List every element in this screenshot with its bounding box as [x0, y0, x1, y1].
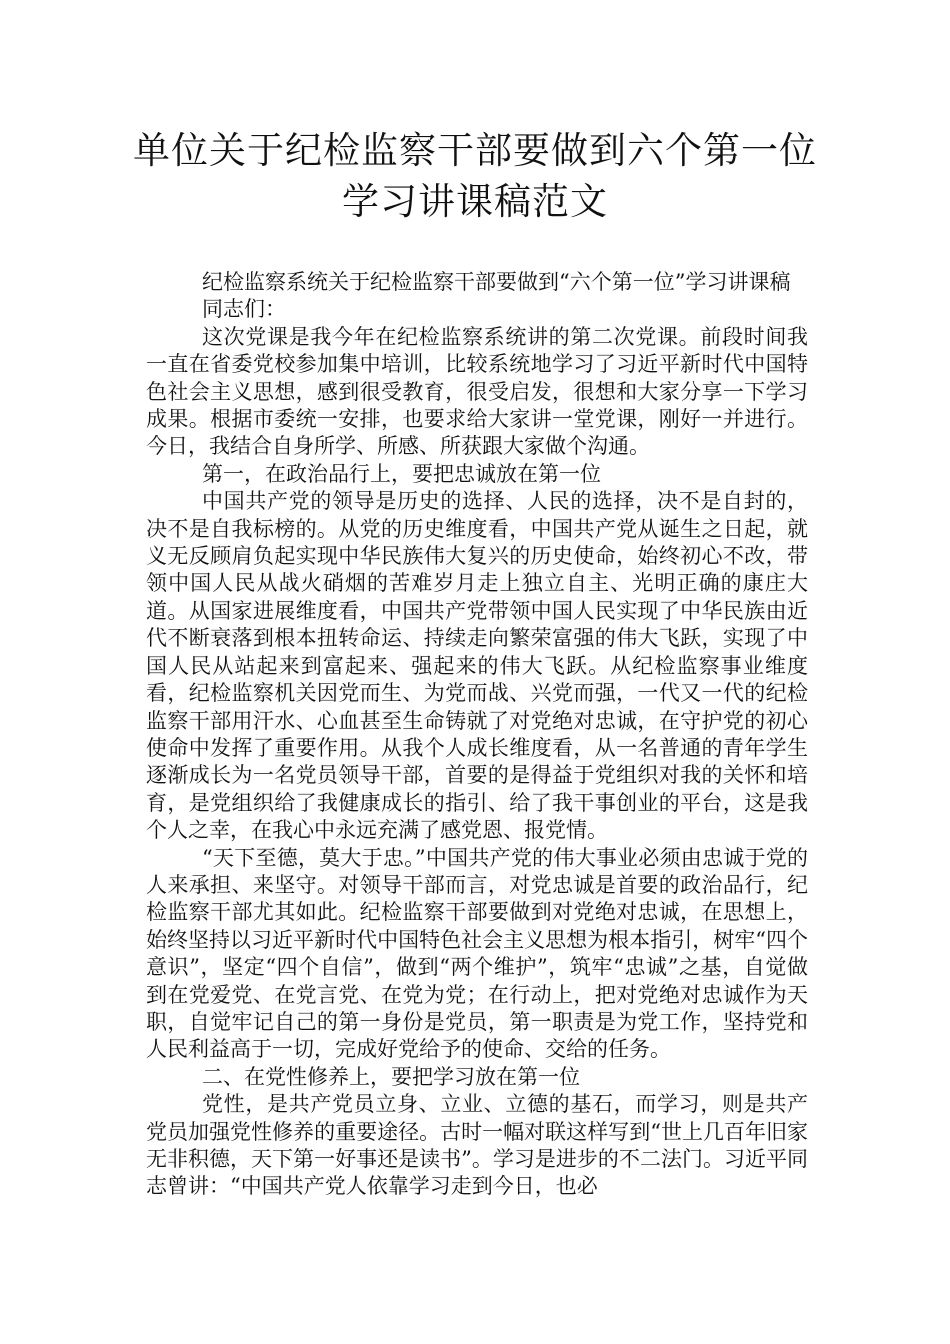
section-heading-2: 二、在党性修养上，要把学习放在第一位 — [202, 1064, 580, 1089]
document-title-line-2: 学习讲课稿范文 — [342, 180, 608, 223]
paragraph-intro: 这次党课是我今年在纪检监察系统讲的第二次党课。前段时间我一直在省委党校参加集中培训，比较系统地学习了习近平新时代中国特色社会主义思想，感到很受教育，很受启发，很想和大家分享一下学习成果。根据市委统一安排，也要求给大家讲一堂党课，刚好一并进行。今日，我结合自身所学、所感、所获跟大家做个沟通。 — [146, 324, 808, 459]
section-heading-1: 第一，在政治品行上，要把忠诚放在第一位 — [202, 461, 601, 486]
paragraph-study-1: 党性，是共产党员立身、立业、立德的基石，而学习，则是共产党员加强党性修养的重要途径。古时一幅对联这样写到“世上几百年旧家无非积德，天下第一好事还是读书”。学习是进步的不二法门。习近平同志曾讲：“中国共产党人依靠学习走到今日，也必 — [146, 1092, 808, 1199]
paragraph-loyalty-2: “天下至德，莫大于忠。”中国共产党的伟大事业必须由忠诚于党的人来承担、来坚守。对领导干部而言，对党忠诚是首要的政治品行，纪检监察干部尤其如此。纪检监察干部要做到对党绝对忠诚，在思想上，始终坚持以习近平新时代中国特色社会主义思想为根本指引，树牢“四个意识”，坚定“四个自信”，做到“两个维护”，筑牢“忠诚”之基，自觉做到在党爱党、在党言党、在党为党；在行动上，把对党绝对忠诚作为天职，自觉牢记自己的第一身份是党员，第一职责是为党工作，坚持党和人民利益高于一切，完成好党给予的使命、交给的任务。 — [146, 845, 808, 1062]
document-title-line-1: 单位关于纪检监察干部要做到六个第一位 — [133, 129, 817, 172]
paragraph-greeting: 同志们： — [202, 297, 286, 322]
paragraph-subtitle: 纪检监察系统关于纪检监察干部要做到“六个第一位”学习讲课稿 — [202, 270, 791, 294]
document-body — [146, 269, 808, 1201]
paragraph-loyalty-1: 中国共产党的领导是历史的选择、人民的选择，决不是自封的，决不是自我标榜的。从党的历史维度看，中国共产党从诞生之日起，就义无反顾肩负起实现中华民族伟大复兴的历史使命，始终初心不改，带领中国人民从战火硝烟的苦难岁月走上独立自主、光明正确的康庄大道。从国家进展维度看，中国共产党带领中国人民实现了中华民族由近代不断衰落到根本扭转命运、持续走向繁荣富强的伟大飞跃，实现了中国人民从站起来到富起来、强起来的伟大飞跃。从纪检监察事业维度看，纪检监察机关因党而生、为党而战、兴党而强，一代又一代的纪检监察干部用汗水、心血甚至生命铸就了对党绝对忠诚，在守护党的初心使命中发挥了重要作用。从我个人成长维度看，从一名普通的青年学生逐渐成长为一名党员领导干部，首要的是得益于党组织对我的关怀和培育，是党组织给了我健康成长的指引、给了我干事创业的平台，这是我个人之幸，在我心中永远充满了感党恩、报党情。 — [146, 489, 808, 843]
